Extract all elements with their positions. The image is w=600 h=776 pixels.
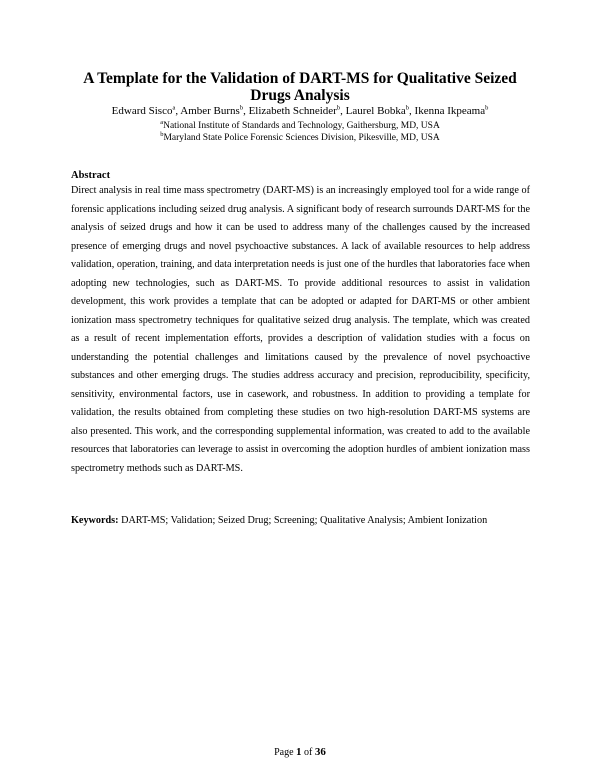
affiliation-a: $^a$National Institute of Standards and Technology, Gaithersburg, MD, USA (160, 118, 440, 131)
author: Edward Sisco$^a$, (111, 104, 181, 117)
total-page-count: 36 (314, 746, 326, 758)
abstract-heading: Abstract (71, 170, 111, 181)
keywords-label: Keywords: (71, 515, 119, 526)
affiliation-b: $^b$Maryland State Police Forensic Sciences Division, Pikesville, MD, USA (160, 130, 440, 143)
author: Laurel Bobka$^b$, (345, 104, 415, 117)
keywords (71, 514, 530, 527)
author: Amber Burns$^b$, (180, 104, 249, 117)
author-list (60, 105, 540, 118)
paper-title: A Template for the Validation of DART-MS for Qualitative Seized Drugs Analysis (83, 70, 517, 104)
abstract-text: Direct analysis in real time mass spectrometry (DART-MS) is an increasingly employed tool for a wide range of forensic applications including seized drug analysis. A significant body of research surrounds DART-MS for the analysis of seized drugs and how it can be used to address many of the challenges caused by the increased presence of emerging drugs and novel psychoactive substances. A lack of available resources to help address validation, operation, training, and data interpretation needs is just one of the hurdles that laboratories face when adopting new technologies, such as DART-MS. To provide additional resources to assist in validation development, this work provides a template that can be adopted or adapted for DART-MS or other ambient ionization mass spectrometry techniques for qualitative seized drug analysis. The template, which was created as a result of recent implementation efforts, provides a description of validation studies with a focus on understanding the potential challenges and limitations caused by the prevalence of novel psychoactive substances and other emerging drugs. The studies address accuracy and precision, reproducibility, specificity, sensitivity, environmental factors, use in casework, and robustness. In addition to providing a template for validation, the results obtained from completing these studies on two high-resolution DART-MS systems are also presented. This work, and the corresponding supplemental information, was created to add to the available resources that laboratories can leverage to assist in overcoming the adoption hurdles of ambient ionization mass spectrometry methods such as DART-MS. (71, 185, 530, 474)
author: Elizabeth Schneider$^b$, (248, 104, 346, 117)
page-footer: Page 1 of 36 (274, 746, 326, 758)
current-page-number: 1 (296, 746, 302, 758)
author: Ikenna Ikpeama$^b$ (414, 104, 489, 117)
keywords-list: DART-MS; Validation; Seized Drug; Screening; Qualitative Analysis; Ambient Ionization (118, 515, 488, 526)
